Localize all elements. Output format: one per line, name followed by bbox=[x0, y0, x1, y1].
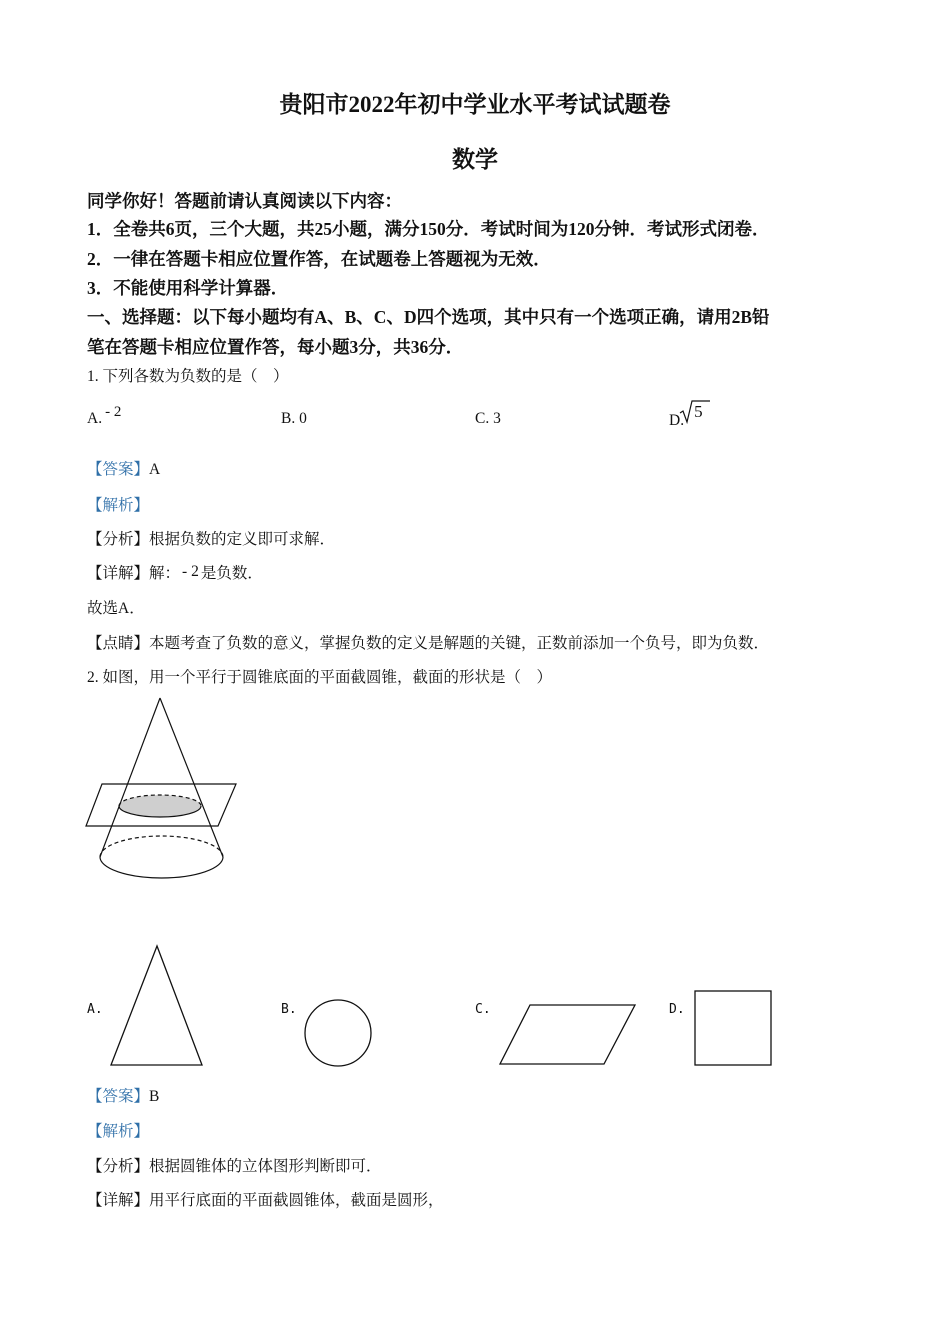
cone-left-edge bbox=[100, 698, 160, 857]
q1-fenxi bbox=[87, 527, 335, 549]
subject-title: 数学 bbox=[452, 147, 498, 172]
q1-option-d bbox=[669, 402, 703, 430]
q1-option-a-label: A. bbox=[87, 410, 103, 427]
sqrt-expression bbox=[688, 402, 703, 422]
q1-option-a bbox=[87, 404, 122, 428]
xiangjie-value: - 2 bbox=[182, 563, 199, 580]
q2-option-d-label: D. bbox=[669, 1002, 685, 1017]
xiangjie-tag: 【详解】 bbox=[87, 1192, 150, 1209]
cone-base-back bbox=[100, 836, 223, 857]
answer-tag: 【答案】 bbox=[87, 1088, 150, 1105]
cone-base-front bbox=[100, 857, 223, 878]
answer-value: A bbox=[149, 461, 161, 478]
xiangjie-post: 是负数． bbox=[200, 565, 263, 582]
q2-xiangjie bbox=[87, 1188, 444, 1210]
instructions-greeting: 同学你好！答题前请认真阅读以下内容： bbox=[87, 191, 402, 211]
q2-answer bbox=[87, 1084, 159, 1106]
q2-fenxi bbox=[87, 1154, 382, 1176]
q1-option-a-value: - 2 bbox=[105, 404, 122, 420]
sqrt-radicand: 5 bbox=[694, 402, 703, 421]
xiangjie-text: 用平行底面的平面截圆锥体，截面是圆形， bbox=[149, 1192, 444, 1209]
q1-stem: 1. 下列各数为负数的是（ ） bbox=[87, 368, 289, 385]
q2-jiexi-tag: 【解析】 bbox=[87, 1123, 150, 1140]
q1-option-c: C. 3 bbox=[475, 410, 501, 427]
fenxi-tag: 【分析】 bbox=[87, 531, 150, 548]
q1-xiangjie bbox=[87, 561, 263, 583]
instruction-item-1: 1．全卷共6页，三个大题，共25小题，满分150分．考试时间为120分钟．考试形式闭卷． bbox=[87, 219, 770, 239]
q1-option-d-label: D. bbox=[669, 412, 685, 429]
fenxi-text: 根据圆锥体的立体图形判断即可． bbox=[149, 1158, 382, 1175]
xiangjie-tag: 【详解】 bbox=[87, 565, 150, 582]
answer-value: B bbox=[149, 1088, 160, 1105]
dianjing-tag: 【点睛】 bbox=[87, 635, 150, 652]
q1-answer bbox=[87, 457, 160, 479]
answer-tag: 【答案】 bbox=[87, 461, 150, 478]
q1-conclusion: 故选A． bbox=[87, 600, 145, 617]
q2-option-b-label: B. bbox=[281, 1002, 297, 1017]
q2-option-a-label: A. bbox=[87, 1002, 103, 1017]
q2-stem: 2. 如图，用一个平行于圆锥底面的平面截圆锥，截面的形状是（ ） bbox=[87, 669, 553, 686]
section1-heading-line1: 一、选择题：以下每小题均有A、B、C、D四个选项，其中只有一个选项正确，请用2B铅 bbox=[87, 307, 770, 327]
section1-heading-line2: 笔在答题卡相应位置作答，每小题3分，共36分． bbox=[87, 337, 464, 357]
q2-option-c-label: C. bbox=[475, 1002, 491, 1017]
q1-jiexi-tag: 【解析】 bbox=[87, 497, 150, 514]
parallelogram-shape bbox=[498, 1003, 638, 1067]
xiangjie-pre: 解： bbox=[149, 565, 181, 582]
paper-title: 贵阳市2022年初中学业水平考试试题卷 bbox=[279, 92, 671, 117]
circle-shape bbox=[302, 997, 374, 1069]
square-shape bbox=[693, 989, 773, 1067]
fenxi-text: 根据负数的定义即可求解． bbox=[149, 531, 336, 548]
cone-cross-section-figure bbox=[84, 694, 244, 884]
instruction-item-3: 3．不能使用科学计算器． bbox=[87, 278, 289, 298]
q1-dianjing bbox=[87, 631, 769, 653]
instruction-item-2: 2．一律在答题卡相应位置作答，在试题卷上答题视为无效． bbox=[87, 249, 551, 269]
triangle-shape bbox=[108, 943, 208, 1068]
dianjing-text: 本题考查了负数的意义，掌握负数的定义是解题的关键，正数前添加一个负号，即为负数． bbox=[149, 635, 770, 652]
fenxi-tag: 【分析】 bbox=[87, 1158, 150, 1175]
cone-right-edge bbox=[160, 698, 223, 857]
q1-option-b: B. 0 bbox=[281, 410, 307, 427]
